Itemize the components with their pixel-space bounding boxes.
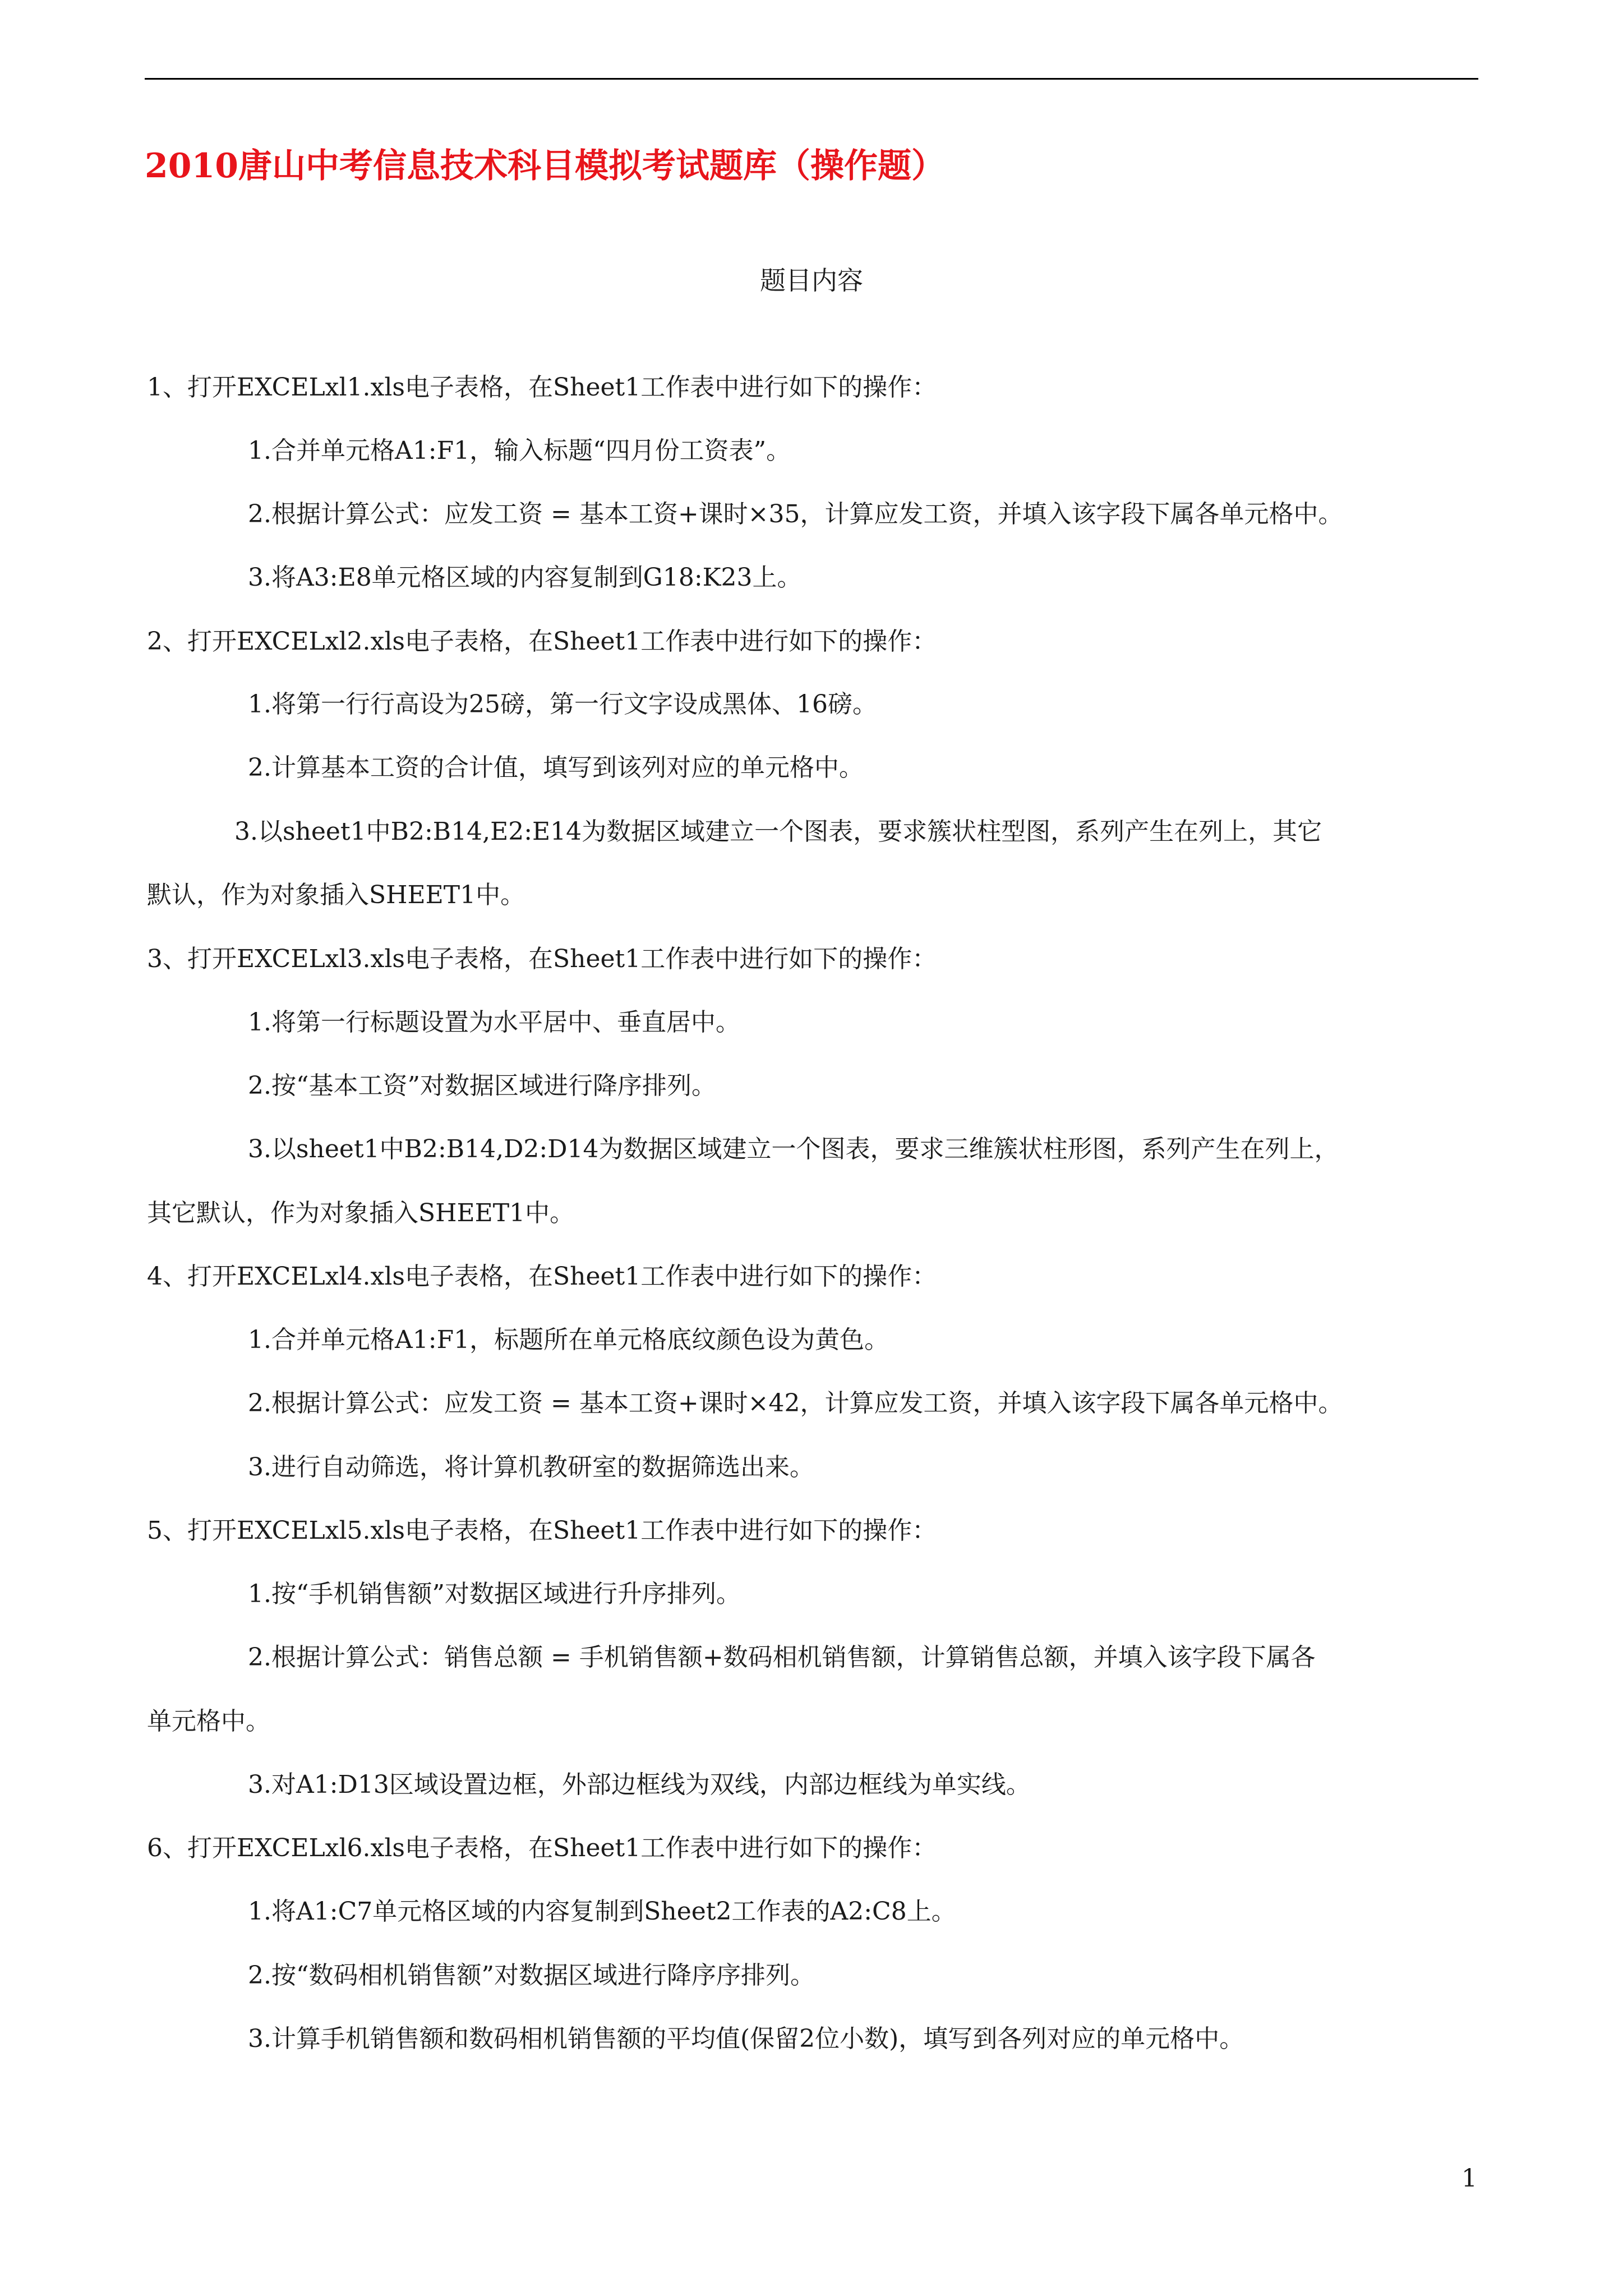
question-5-step-3: 3.对A1:D13区域设置边框，外部边框线为双线，内部边框线为单实线。 xyxy=(248,1770,1031,1799)
question-5-step-2-continued: 单元格中。 xyxy=(147,1707,270,1736)
question-3-step-3: 3.以sheet1中B2:B14,D2:D14为数据区域建立一个图表，要求三维簇状柱形图，系列产生在列上， xyxy=(248,1135,1339,1163)
question-4-step-1: 1.合并单元格A1:F1，标题所在单元格底纹颜色设为黄色。 xyxy=(248,1326,889,1354)
question-6-step-2: 2.按“数码相机销售额”对数据区域进行降序序排列。 xyxy=(248,1961,815,1990)
question-2-step-1: 1.将第一行行高设为25磅，第一行文字设成黑体、16磅。 xyxy=(248,690,877,719)
question-4-heading: 4、打开EXCELxl4.xls电子表格，在Sheet1工作表中进行如下的操作： xyxy=(147,1262,937,1291)
question-1-step-1: 1.合并单元格A1:F1，输入标题“四月份工资表”。 xyxy=(248,436,791,465)
question-3-step-2: 2.按“基本工资”对数据区域进行降序排列。 xyxy=(248,1071,716,1100)
question-1-heading: 1、打开EXCELxl1.xls电子表格，在Sheet1工作表中进行如下的操作： xyxy=(147,373,937,402)
header-rule xyxy=(145,78,1478,80)
page-number: 1 xyxy=(1461,2164,1477,2193)
question-1-step-3: 3.将A3:E8单元格区域的内容复制到G18:K23上。 xyxy=(248,563,802,592)
question-4-step-2: 2.根据计算公式：应发工资 = 基本工资+课时×42，计算应发工资，并填入该字段下属各单元格中。 xyxy=(248,1389,1343,1418)
question-4-step-3: 3.进行自动筛选，将计算机教研室的数据筛选出来。 xyxy=(248,1453,814,1481)
question-3-heading: 3、打开EXCELxl3.xls电子表格，在Sheet1工作表中进行如下的操作： xyxy=(147,945,937,973)
question-3-step-3-continued: 其它默认，作为对象插入SHEET1中。 xyxy=(147,1199,575,1227)
question-1-step-2: 2.根据计算公式：应发工资 = 基本工资+课时×35，计算应发工资，并填入该字段下属各单元格中。 xyxy=(248,500,1343,528)
question-5-step-2: 2.根据计算公式：销售总额 = 手机销售额+数码相机销售额，计算销售总额，并填入该字段下属各 xyxy=(248,1643,1316,1672)
question-2-step-2: 2.计算基本工资的合计值，填写到该列对应的单元格中。 xyxy=(248,753,864,782)
question-2-heading: 2、打开EXCELxl2.xls电子表格，在Sheet1工作表中进行如下的操作： xyxy=(147,627,937,656)
question-6-heading: 6、打开EXCELxl6.xls电子表格，在Sheet1工作表中进行如下的操作： xyxy=(147,1834,937,1862)
question-3-step-1: 1.将第一行标题设置为水平居中、垂直居中。 xyxy=(248,1008,740,1037)
question-2-step-3-continued: 默认，作为对象插入SHEET1中。 xyxy=(147,881,525,909)
question-6-step-1: 1.将A1:C7单元格区域的内容复制到Sheet2工作表的A2:C8上。 xyxy=(248,1897,956,1926)
question-5-step-1: 1.按“手机销售额”对数据区域进行升序排列。 xyxy=(248,1580,741,1608)
question-6-step-3: 3.计算手机销售额和数码相机销售额的平均值(保留2位小数)，填写到各列对应的单元格中。 xyxy=(248,2024,1244,2053)
question-2-step-3: 3.以sheet1中B2:B14,E2:E14为数据区域建立一个图表，要求簇状柱型图，系列产生在列上，其它 xyxy=(234,817,1322,846)
document-title: 2010唐山中考信息技术科目模拟考试题库（操作题） xyxy=(145,146,945,186)
question-5-heading: 5、打开EXCELxl5.xls电子表格，在Sheet1工作表中进行如下的操作： xyxy=(147,1516,937,1545)
document-subtitle: 题目内容 xyxy=(760,265,863,296)
